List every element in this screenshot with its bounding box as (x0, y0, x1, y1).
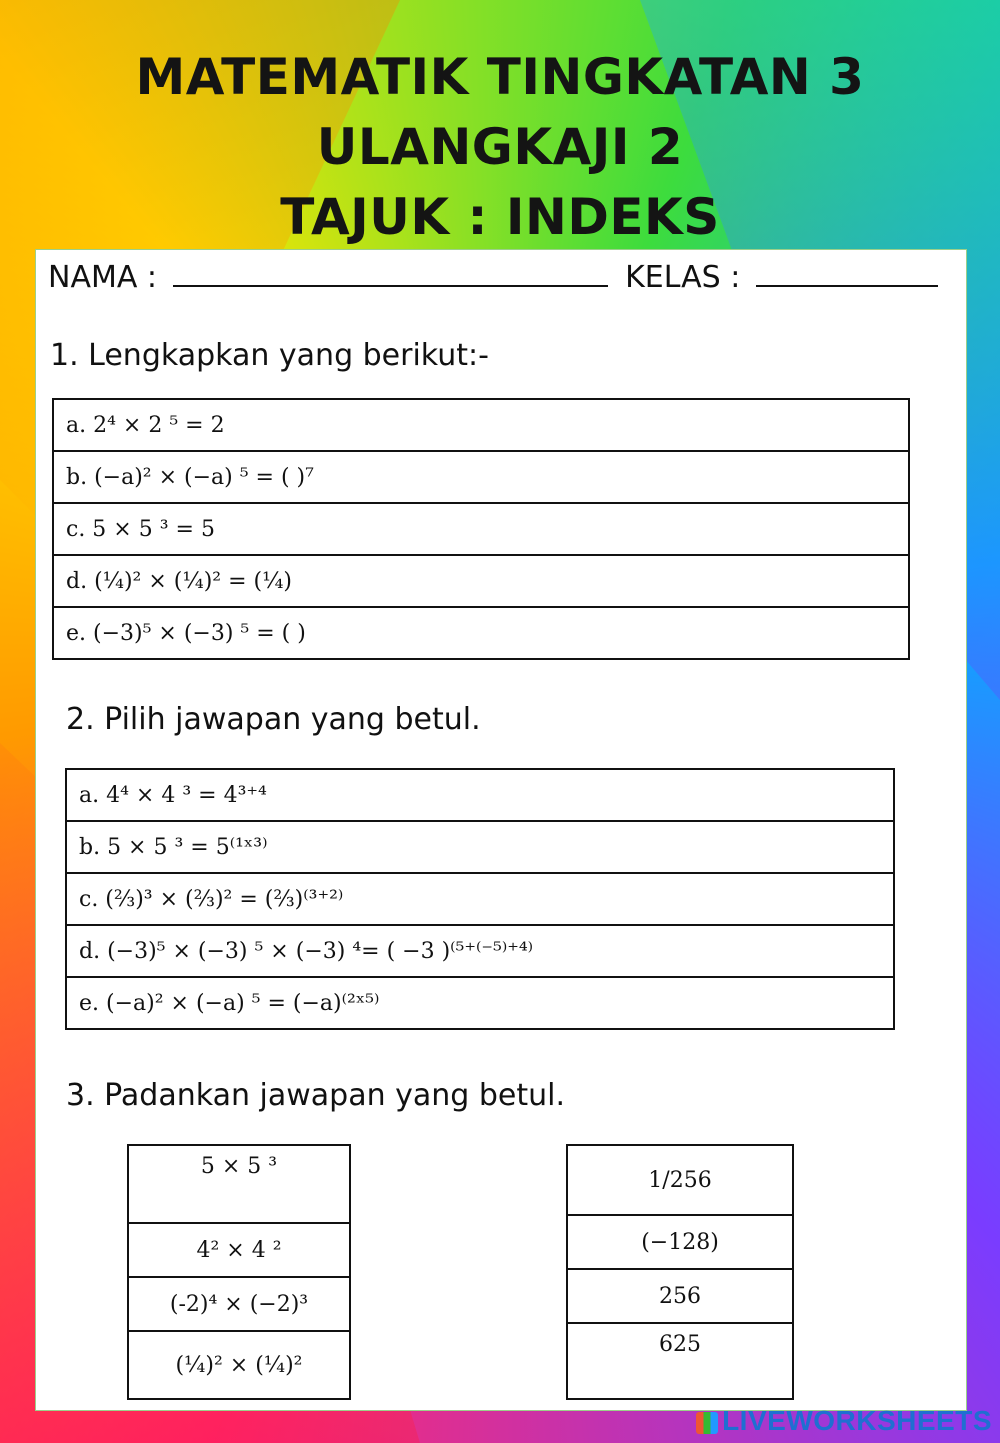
q3-left-item[interactable]: (-2)⁴ × (−2)³ (128, 1277, 350, 1331)
q1-row-b[interactable]: b. (−a)² × (−a) ⁵ = ( )⁷ (53, 451, 909, 503)
q3-left-item[interactable]: 5 × 5 ³ (128, 1145, 350, 1223)
q2-row-e[interactable]: e. (−a)² × (−a) ⁵ = (−a)⁽²ˣ⁵⁾ (66, 977, 894, 1029)
q3-right-item[interactable]: (−128) (567, 1215, 793, 1269)
q3-right-table (566, 1144, 794, 1400)
name-row (48, 260, 938, 295)
liveworksheets-logo-icon (696, 1412, 718, 1434)
q3-right-item[interactable]: 256 (567, 1269, 793, 1323)
q1-row-e[interactable]: e. (−3)⁵ × (−3) ⁵ = ( ) (53, 607, 909, 659)
q2-row-c[interactable]: c. (⅔)³ × (⅔)² = (⅔)⁽³⁺²⁾ (66, 873, 894, 925)
liveworksheets-watermark (696, 1405, 992, 1437)
q2-row-d[interactable]: d. (−3)⁵ × (−3) ⁵ × (−3) ⁴= ( −3 )⁽⁵⁺⁽⁻⁵⁾⁺⁴⁾ (66, 925, 894, 977)
q2-row-a[interactable]: a. 4⁴ × 4 ³ = 4³⁺⁴ (66, 769, 894, 821)
q3-right-item[interactable]: 625 (567, 1323, 793, 1399)
q3-right-item[interactable]: 1/256 (567, 1145, 793, 1215)
title-line-3: TAJUK : INDEKS (280, 188, 720, 246)
q2-title: 2. Pilih jawapan yang betul. (66, 702, 481, 737)
q1-row-c[interactable]: c. 5 × 5 ³ = 5 (53, 503, 909, 555)
q3-left-item[interactable]: 4² × 4 ² (128, 1223, 350, 1277)
worksheet (35, 249, 967, 1411)
class-blank[interactable] (756, 281, 938, 287)
q1-row-d[interactable]: d. (¼)² × (¼)² = (¼) (53, 555, 909, 607)
title-line-2: ULANGKAJI 2 (316, 118, 684, 176)
class-label: KELAS : (625, 260, 741, 295)
q3-title: 3. Padankan jawapan yang betul. (66, 1078, 565, 1113)
q1-row-a[interactable]: a. 2⁴ × 2 ⁵ = 2 (53, 399, 909, 451)
q3-left-table (127, 1144, 351, 1400)
q1-title: 1. Lengkapkan yang berikut:- (50, 338, 489, 373)
q1-table (52, 398, 910, 660)
name-label: NAMA : (48, 260, 158, 295)
title-line-1: MATEMATIK TINGKATAN 3 (135, 48, 865, 106)
watermark-text: LIVEWORKSHEETS (722, 1405, 992, 1436)
q2-table (65, 768, 895, 1030)
q2-row-b[interactable]: b. 5 × 5 ³ = 5⁽¹ˣ³⁾ (66, 821, 894, 873)
name-blank[interactable] (173, 281, 608, 287)
q3-left-item[interactable]: (¼)² × (¼)² (128, 1331, 350, 1399)
